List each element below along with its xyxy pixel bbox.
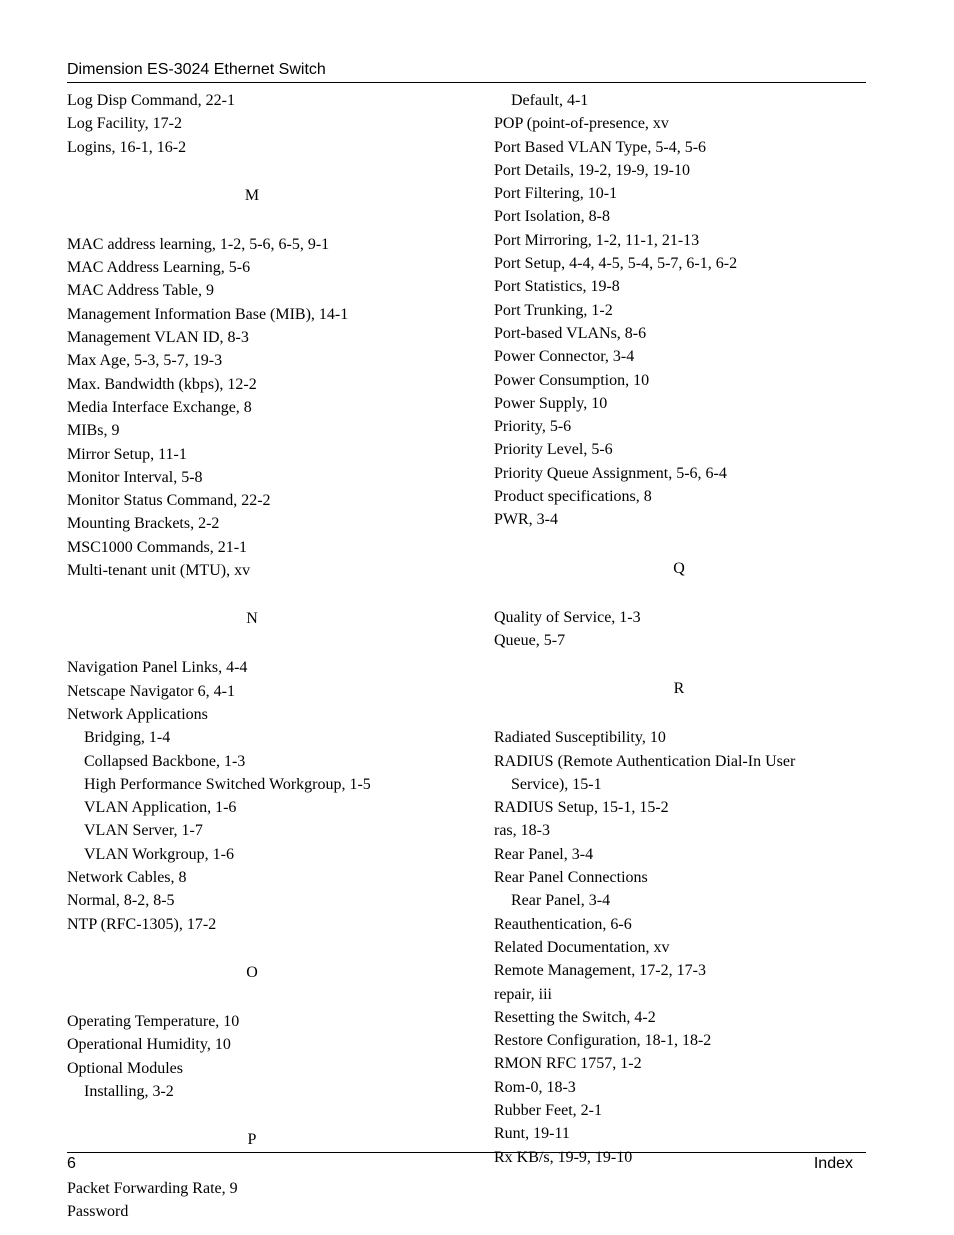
index-entry: RMON RFC 1757, 1-2 (494, 1055, 642, 1073)
index-entry: Priority Level, 5-6 (494, 441, 613, 459)
index-letter-heading: P (247, 1131, 257, 1149)
index-entry: Navigation Panel Links, 4-4 (67, 659, 248, 677)
index-subentry: Rear Panel, 3-4 (511, 892, 611, 910)
index-entry: Password (67, 1203, 129, 1221)
index-entry: Queue, 5-7 (494, 631, 566, 649)
index-entry: Port Setup, 4-4, 4-5, 5-4, 5-7, 6-1, 6-2 (494, 255, 738, 273)
index-entry: RADIUS (Remote Authentication Dial-In User (494, 752, 796, 770)
index-entry: Max. Bandwidth (kbps), 12-2 (67, 375, 257, 393)
index-entry: Product specifications, 8 (494, 488, 652, 506)
page-number: 6 (67, 1155, 76, 1172)
index-subentry: VLAN Application, 1-6 (84, 799, 237, 817)
index-entry: Priority Queue Assignment, 5-6, 6-4 (494, 464, 727, 482)
index-entry: Rear Panel, 3-4 (494, 845, 594, 863)
index-entry: Radiated Susceptibility, 10 (494, 729, 666, 747)
index-entry: Remote Management, 17-2, 17-3 (494, 962, 706, 980)
index-entry: Port Based VLAN Type, 5-4, 5-6 (494, 138, 707, 156)
index-letter-heading: M (244, 186, 260, 204)
index-entry: RADIUS Setup, 15-1, 15-2 (494, 799, 669, 817)
index-entry: Mirror Setup, 11-1 (67, 445, 187, 463)
index-entry: Runt, 19-11 (494, 1125, 570, 1143)
index-entry: Multi-tenant unit (MTU), xv (67, 562, 251, 580)
index-entry: Netscape Navigator 6, 4-1 (67, 682, 235, 700)
index-entry: MAC Address Table, 9 (67, 282, 215, 300)
index-entry: Mounting Brackets, 2-2 (67, 515, 220, 533)
index-subentry: VLAN Server, 1-7 (84, 822, 203, 840)
index-entry: Operational Humidity, 10 (67, 1036, 231, 1054)
section-name: Index (813, 1155, 853, 1172)
index-entry: ras, 18-3 (494, 822, 550, 840)
index-entry: repair, iii (494, 985, 552, 1003)
index-entry: MAC Address Learning, 5-6 (67, 259, 251, 277)
index-letter-heading: N (246, 610, 258, 628)
index-entry: MAC address learning, 1-2, 5-6, 6-5, 9-1 (67, 235, 330, 253)
index-entry: POP (point-of-presence, xv (494, 115, 669, 133)
index-entry: Port Isolation, 8-8 (494, 208, 610, 226)
index-entry: Restore Configuration, 18-1, 18-2 (494, 1032, 712, 1050)
index-entry: Normal, 8-2, 8-5 (67, 892, 175, 910)
index-column-right (494, 89, 854, 1169)
index-entry: Packet Forwarding Rate, 9 (67, 1180, 238, 1198)
index-entry: Reauthentication, 6-6 (494, 915, 632, 933)
index-entry: Management VLAN ID, 8-3 (67, 329, 249, 347)
index-entry: NTP (RFC-1305), 17-2 (67, 915, 217, 933)
index-entry: Log Disp Command, 22-1 (67, 92, 235, 109)
index-entry: Power Consumption, 10 (494, 371, 650, 389)
index-entry: Management Information Base (MIB), 14-1 (67, 305, 349, 323)
index-subentry: Default, 4-1 (511, 92, 589, 109)
index-entry: Quality of Service, 1-3 (494, 608, 641, 626)
index-entry: Monitor Status Command, 22-2 (67, 492, 271, 510)
index-subentry: VLAN Workgroup, 1-6 (84, 845, 234, 863)
index-entry: Port Statistics, 19-8 (494, 278, 620, 296)
index-column-left (67, 89, 467, 1224)
index-entry: Power Supply, 10 (494, 394, 608, 412)
index-letter-heading: O (246, 963, 258, 981)
index-entry: Logins, 16-1, 16-2 (67, 138, 187, 156)
index-entry: Log Facility, 17-2 (67, 115, 182, 133)
index-subentry: Collapsed Backbone, 1-3 (84, 752, 246, 770)
index-entry: Rom-0, 18-3 (494, 1078, 576, 1096)
index-entry: Related Documentation, xv (494, 938, 670, 956)
index-letter-heading: R (673, 680, 685, 698)
index-entry: Port-based VLANs, 8-6 (494, 324, 647, 342)
index-entry: Network Applications (67, 705, 208, 723)
index-entry: Media Interface Exchange, 8 (67, 398, 252, 416)
index-entry: MIBs, 9 (67, 422, 120, 440)
document-title: Dimension ES-3024 Ethernet Switch (67, 61, 326, 78)
index-entry: Network Cables, 8 (67, 869, 187, 887)
index-entry: MSC1000 Commands, 21-1 (67, 538, 248, 556)
index-entry: Monitor Interval, 5-8 (67, 468, 203, 486)
index-entry: Port Trunking, 1-2 (494, 301, 613, 319)
index-entry: Operating Temperature, 10 (67, 1012, 240, 1030)
index-entry: Rx KB/s, 19-9, 19-10 (494, 1148, 633, 1166)
index-subentry: Bridging, 1-4 (84, 729, 171, 747)
index-entry: Max Age, 5-3, 5-7, 19-3 (67, 352, 223, 370)
index-entry: Port Details, 19-2, 19-9, 19-10 (494, 161, 690, 179)
index-entry: Priority, 5-6 (494, 418, 572, 436)
index-subentry: High Performance Switched Workgroup, 1-5 (84, 775, 371, 793)
index-entry: Power Connector, 3-4 (494, 348, 635, 366)
page-header (67, 60, 866, 83)
index-subentry: Service), 15-1 (511, 775, 602, 793)
index-subentry: Installing, 3-2 (84, 1082, 174, 1100)
index-entry: Port Filtering, 10-1 (494, 185, 618, 203)
index-entry: Optional Modules (67, 1059, 183, 1077)
index-entry: Rear Panel Connections (494, 869, 648, 887)
index-entry: Rubber Feet, 2-1 (494, 1101, 602, 1119)
index-entry: Port Mirroring, 1-2, 11-1, 21-13 (494, 231, 700, 249)
index-letter-heading: Q (673, 559, 685, 577)
index-entry: PWR, 3-4 (494, 511, 558, 529)
index-entry: Resetting the Switch, 4-2 (494, 1008, 656, 1026)
